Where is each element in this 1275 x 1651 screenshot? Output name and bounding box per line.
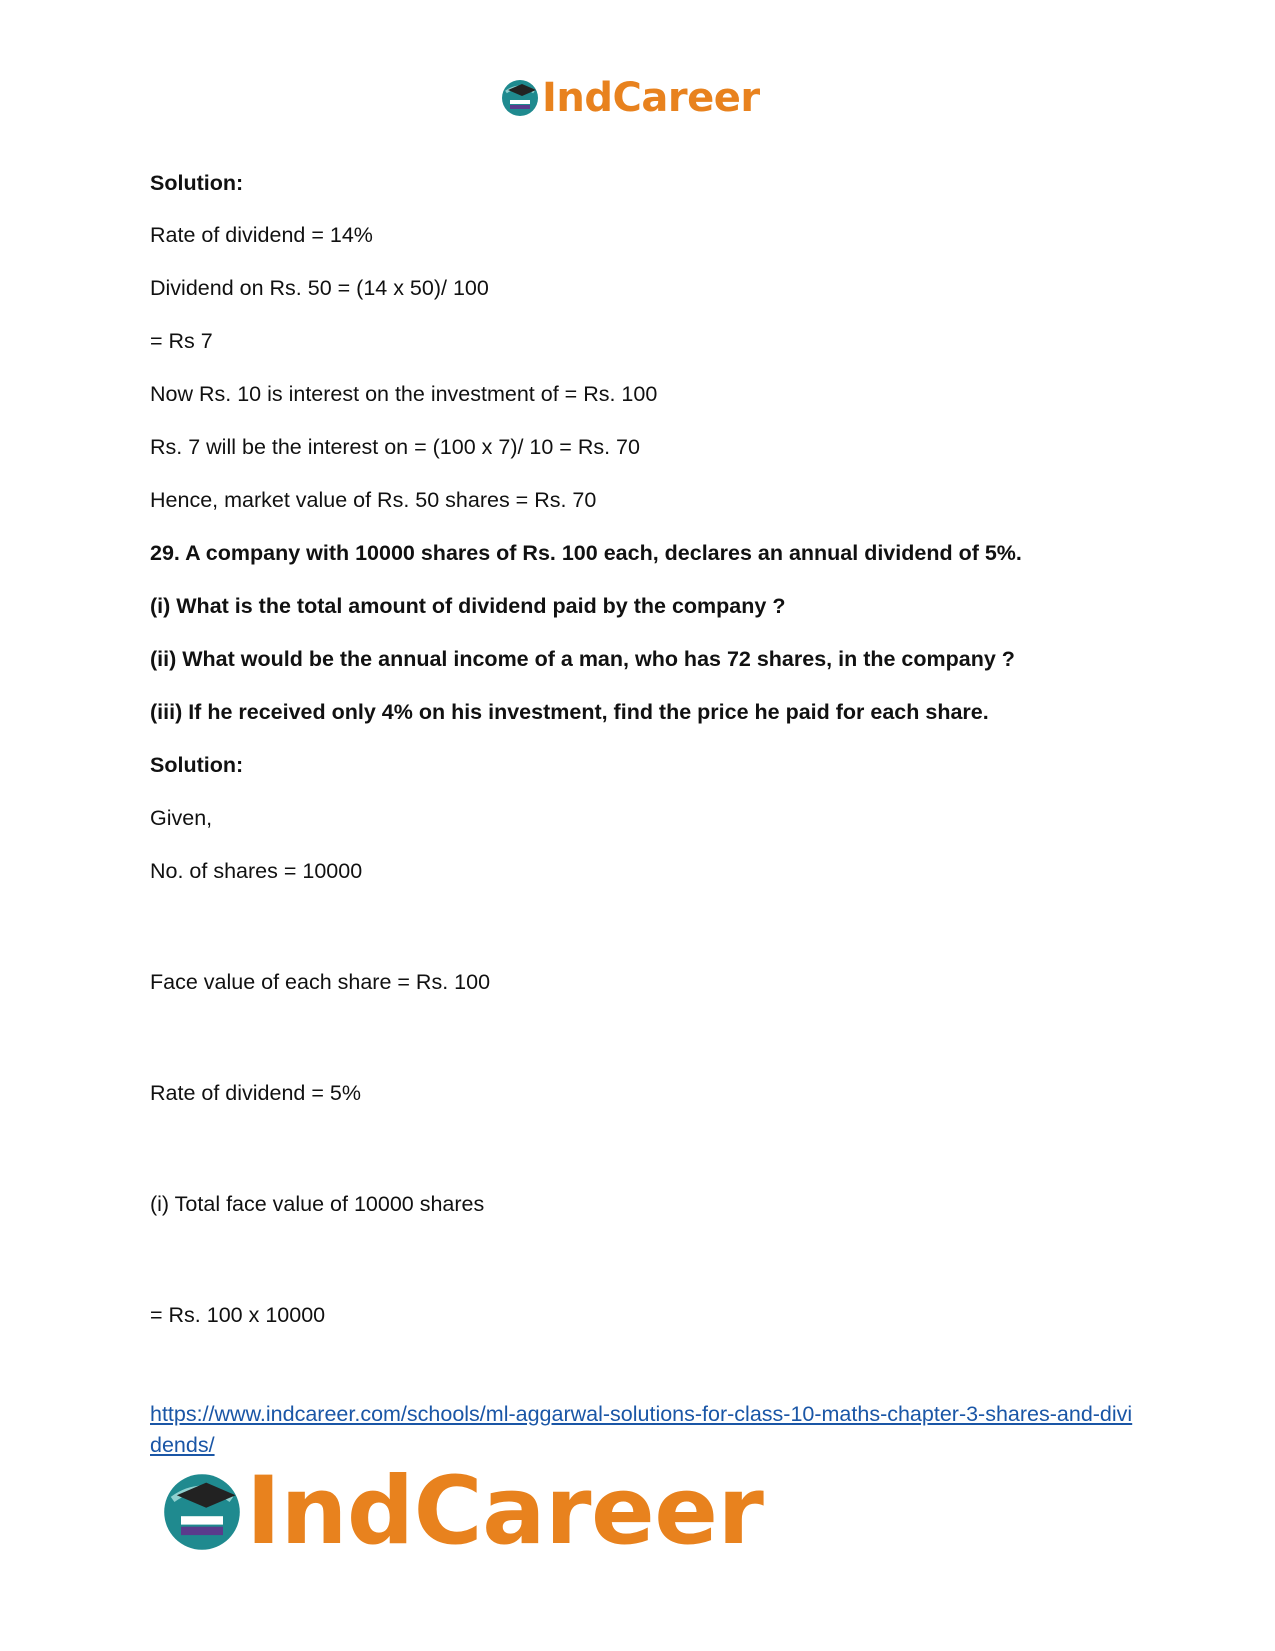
text-line: Given, xyxy=(150,806,213,830)
question-text: 29. A company with 10000 shares of Rs. 100 each, declares an annual dividend of 5%. xyxy=(150,541,1022,565)
text-line: Rate of dividend = 14% xyxy=(150,223,373,247)
footer-logo-text: IndCareer xyxy=(246,1457,764,1566)
text-line: Rate of dividend = 5% xyxy=(150,1081,361,1105)
text-line: No. of shares = 10000 xyxy=(150,859,363,883)
question-part: (iii) If he received only 4% on his investment, find the price he paid for each share. xyxy=(150,700,989,724)
question-part: (i) What is the total amount of dividend paid by the company ? xyxy=(150,594,786,618)
header-logo xyxy=(500,75,760,121)
solution-heading: Solution: xyxy=(150,171,244,195)
text-line: (i) Total face value of 10000 shares xyxy=(150,1192,485,1216)
header-logo-text: IndCareer xyxy=(542,75,760,121)
question-part: (ii) What would be the annual income of a man, who has 72 shares, in the company ? xyxy=(150,647,1015,671)
solution-heading: Solution: xyxy=(150,753,244,777)
text-line: = Rs 7 xyxy=(150,329,213,353)
graduation-globe-icon xyxy=(160,1470,244,1554)
text-line: Dividend on Rs. 50 = (14 x 50)/ 100 xyxy=(150,276,489,300)
text-line: Rs. 7 will be the interest on = (100 x 7)/ 10 = Rs. 70 xyxy=(150,435,640,459)
text-line: Face value of each share = Rs. 100 xyxy=(150,970,491,994)
text-line: Hence, market value of Rs. 50 shares = Rs. 70 xyxy=(150,488,597,512)
text-line: = Rs. 100 x 10000 xyxy=(150,1303,326,1327)
text-line: Now Rs. 10 is interest on the investment of = Rs. 100 xyxy=(150,382,658,406)
footer-logo xyxy=(160,1457,764,1566)
source-link[interactable]: https://www.indcareer.com/schools/ml-aggarwal-solutions-for-class-10-maths-chapter-3-shares-and-dividends/ xyxy=(150,1402,1133,1457)
graduation-globe-icon xyxy=(500,78,540,118)
